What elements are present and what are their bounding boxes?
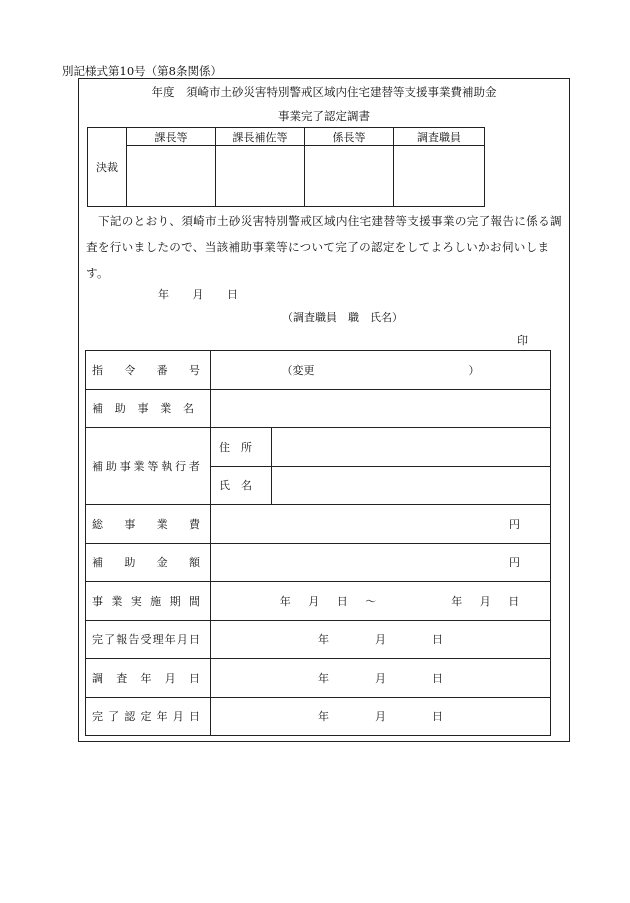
survey-day: 日 bbox=[432, 671, 443, 685]
row-project-name bbox=[86, 389, 551, 428]
label-survey-date: 調 査 年 月 日 bbox=[92, 671, 200, 685]
period-end-month: 月 bbox=[479, 594, 491, 608]
seal-mark: 印 bbox=[517, 334, 528, 347]
row-total-cost bbox=[86, 505, 551, 544]
survey-month: 月 bbox=[375, 671, 386, 685]
report-month: 月 bbox=[375, 633, 386, 647]
approval-stamp-table bbox=[87, 127, 485, 207]
order-number-value[interactable]: （変更 ） bbox=[211, 351, 551, 390]
approval-col-section-chief: 課長等 bbox=[127, 128, 216, 146]
stamp-box-subsection-chief[interactable] bbox=[305, 146, 394, 207]
approval-month: 月 bbox=[375, 710, 386, 724]
report-date-field[interactable] bbox=[211, 620, 551, 659]
survey-date-field[interactable] bbox=[211, 659, 551, 698]
row-executor-address bbox=[86, 428, 551, 467]
label-project-name: 補 助 事 業 名 bbox=[92, 402, 194, 416]
approval-col-subsection-chief: 係長等 bbox=[305, 128, 394, 146]
total-cost-unit[interactable]: 円 bbox=[211, 505, 551, 544]
executor-address-label: 住 所 bbox=[211, 428, 272, 467]
document-subtitle: 事業完了認定調書 bbox=[278, 109, 370, 123]
row-report-date bbox=[86, 620, 551, 659]
report-year: 年 bbox=[318, 633, 329, 647]
label-total-cost: 総 事 業 費 bbox=[92, 517, 200, 531]
executor-name-label: 氏 名 bbox=[211, 466, 272, 505]
label-approval-date: 完 了 認 定 年 月 日 bbox=[92, 710, 200, 724]
details-table bbox=[85, 350, 551, 736]
report-day: 日 bbox=[432, 633, 443, 647]
period-end-year: 年 bbox=[451, 594, 463, 608]
approval-day: 日 bbox=[432, 710, 443, 724]
approval-col-inspector: 調査職員 bbox=[394, 128, 485, 146]
stamp-box-section-chief[interactable] bbox=[127, 146, 216, 207]
period-tilde: ～ bbox=[365, 594, 377, 608]
stamp-box-deputy-chief[interactable] bbox=[216, 146, 305, 207]
inspector-name-line: （調査職員 職 氏名） bbox=[282, 311, 403, 324]
project-name-field[interactable] bbox=[211, 389, 551, 428]
period-start-month: 月 bbox=[308, 594, 320, 608]
row-survey-date bbox=[86, 659, 551, 698]
stamp-box-inspector[interactable] bbox=[394, 146, 485, 207]
form-number-label: 別記様式第10号（第8条関係） bbox=[62, 64, 222, 78]
label-report-date: 完 了 報 告 受 理 年 月 日 bbox=[92, 633, 200, 647]
period-end-day: 日 bbox=[508, 594, 520, 608]
approval-row-label: 決裁 bbox=[88, 128, 127, 207]
period-start-year: 年 bbox=[279, 594, 291, 608]
executor-name-field[interactable] bbox=[272, 466, 551, 505]
approval-year: 年 bbox=[318, 710, 329, 724]
date-day: 日 bbox=[227, 288, 238, 301]
row-approval-date bbox=[86, 697, 551, 736]
survey-year: 年 bbox=[318, 671, 329, 685]
date-month: 月 bbox=[192, 288, 204, 301]
label-subsidy: 補 助 金 額 bbox=[92, 556, 200, 570]
label-order-number: 指 令 番 号 bbox=[92, 363, 200, 377]
approval-col-deputy-chief: 課長補佐等 bbox=[216, 128, 305, 146]
label-executor: 補 助 事 業 等 執 行 者 bbox=[92, 460, 200, 473]
row-period bbox=[86, 582, 551, 621]
document-title: 年度 須崎市土砂災害特別警戒区域内住宅建替等支援事業費補助金 bbox=[151, 85, 497, 99]
period-start-day: 日 bbox=[336, 594, 348, 608]
subsidy-unit[interactable]: 円 bbox=[211, 543, 551, 582]
row-subsidy bbox=[86, 543, 551, 582]
executor-address-field[interactable] bbox=[272, 428, 551, 467]
period-field[interactable] bbox=[211, 582, 551, 621]
document-date bbox=[158, 286, 238, 302]
row-order-number bbox=[86, 351, 551, 390]
approval-date-field[interactable] bbox=[211, 697, 551, 736]
label-period: 事 業 実 施 期 間 bbox=[92, 594, 200, 608]
date-year: 年 bbox=[158, 288, 169, 301]
request-statement: 下記のとおり、須崎市土砂災害特別警戒区域内住宅建替等支援事業の完了報告に係る調査を行いましたので、当該補助事業等について完了の認定をしてよろしいかお伺いします。 bbox=[86, 214, 562, 280]
